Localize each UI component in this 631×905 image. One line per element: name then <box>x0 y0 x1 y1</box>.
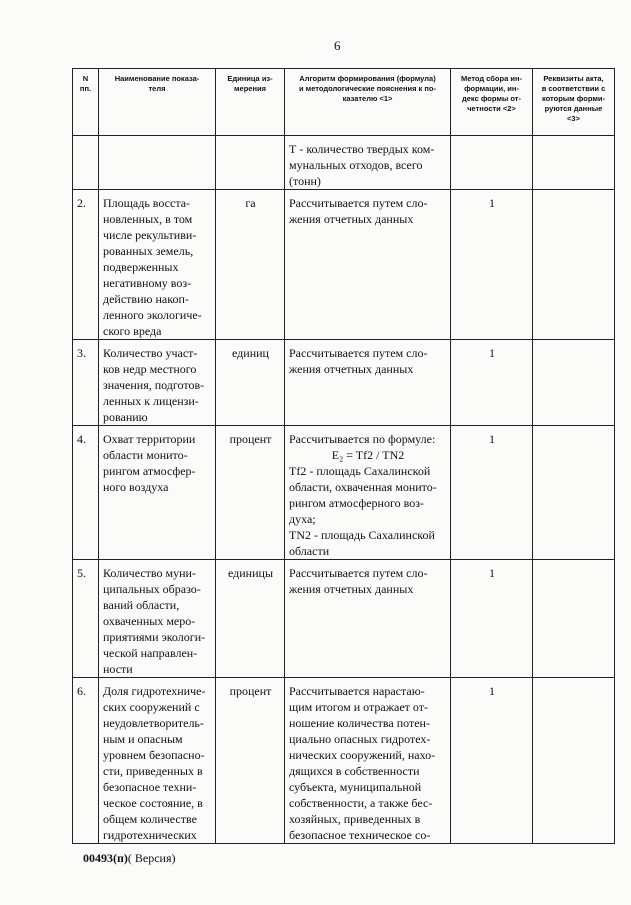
row-method: 1 <box>489 432 495 446</box>
row-unit: процент <box>229 432 272 446</box>
table-row <box>73 560 615 678</box>
header-algorithm: Алгоритм формирования (формула) и методологические пояснения к по- казателю <1> <box>285 69 451 136</box>
row-algorithm: Рассчитывается путем сло- жения отчетных данных <box>289 566 428 596</box>
row-method: 1 <box>489 196 495 210</box>
header-unit: Единица из- мерения <box>216 69 285 136</box>
table-row <box>73 340 615 426</box>
row-name: Количество муни- ципальных образо- ваний области, охваченных меро- приятиями экологи- ческой направлен- ности <box>103 566 206 676</box>
table-row <box>73 426 615 560</box>
row-number: 2. <box>77 196 86 210</box>
row-algorithm: Т - количество твердых ком- мунальных отходов, всего (тонн) <box>289 142 435 188</box>
row-method: 1 <box>489 684 495 698</box>
row-number <box>73 136 98 141</box>
row-method: 1 <box>489 346 495 360</box>
header-indicator-name: Наименование показа- теля <box>99 69 216 136</box>
row-number: 6. <box>77 684 86 698</box>
row-number: 5. <box>77 566 86 580</box>
row-requisites <box>533 340 614 345</box>
page-number: 6 <box>334 38 341 53</box>
table-header-row <box>73 69 615 136</box>
row-name <box>99 136 215 141</box>
row-unit <box>216 136 284 141</box>
table-row <box>73 678 615 844</box>
row-name: Площадь восста- новленных, в том числе рекультиви- рованных земель, подверженных негативному воз- действию накоп- ленного экологиче- ского вреда <box>103 196 202 338</box>
table-row <box>73 136 615 190</box>
row-unit: единиц <box>232 346 269 360</box>
row-name: Охват территории области монито- рингом атмосфер- ного воздуха <box>103 432 196 494</box>
row-algorithm: Рассчитывается путем сло- жения отчетных данных <box>289 346 428 376</box>
row-requisites <box>533 136 614 141</box>
row-name: Количество участ- ков недр местного значения, подготов- ленных к лицензи- рованию <box>103 346 205 424</box>
header-method: Метод сбора ин- формации, ин- декс формы от- четности <2> <box>451 69 533 136</box>
row-requisites <box>533 560 614 565</box>
indicators-table <box>72 68 615 844</box>
row-algorithm: Рассчитывается нарастаю- щим итогом и отражает от- ношение количества потен- циально опасных гидротех- нических сооружений, нахо- дящихся в собственности субъекта, муниципальной собственности, а также бес- хозяйных, приведенных в безопасное техническое со- <box>289 684 436 842</box>
table-row <box>73 190 615 340</box>
row-method <box>451 136 532 141</box>
row-requisites <box>533 678 614 683</box>
row-number: 3. <box>77 346 86 360</box>
row-name: Доля гидротехниче- ских сооружений с неудовлетворитель- ным и опасным уровнем безопасно- сти, приведенных в безопасное техни- ческое состояние, в общем количестве гидротехнических <box>103 684 206 842</box>
row-requisites <box>533 190 614 195</box>
document-footer <box>83 851 176 866</box>
row-algorithm: Рассчитывается путем сло- жения отчетных данных <box>289 196 428 226</box>
row-unit: га <box>245 196 256 210</box>
header-requisites: Реквизиты акта, в соответствии с которым форми- руются данные <3> <box>533 69 615 136</box>
row-number: 4. <box>77 432 86 446</box>
formula: E₂ = Tf2 / TN2 <box>331 448 405 462</box>
header-number: N пп. <box>73 69 99 136</box>
row-unit: процент <box>229 684 272 698</box>
row-unit: единицы <box>227 566 274 580</box>
algorithm-intro: Рассчитывается по формуле: <box>289 432 436 446</box>
document-version: ( Версия) <box>127 851 176 865</box>
row-algorithm <box>285 426 450 559</box>
algorithm-explanation: Tf2 - площадь Сахалинской области, охваченная монито- рингом атмосферного воз- духа; TN2 - площадь Сахалинской области <box>289 464 437 558</box>
document-code: 00493(п) <box>83 851 128 865</box>
row-requisites <box>533 426 614 431</box>
row-method: 1 <box>489 566 495 580</box>
